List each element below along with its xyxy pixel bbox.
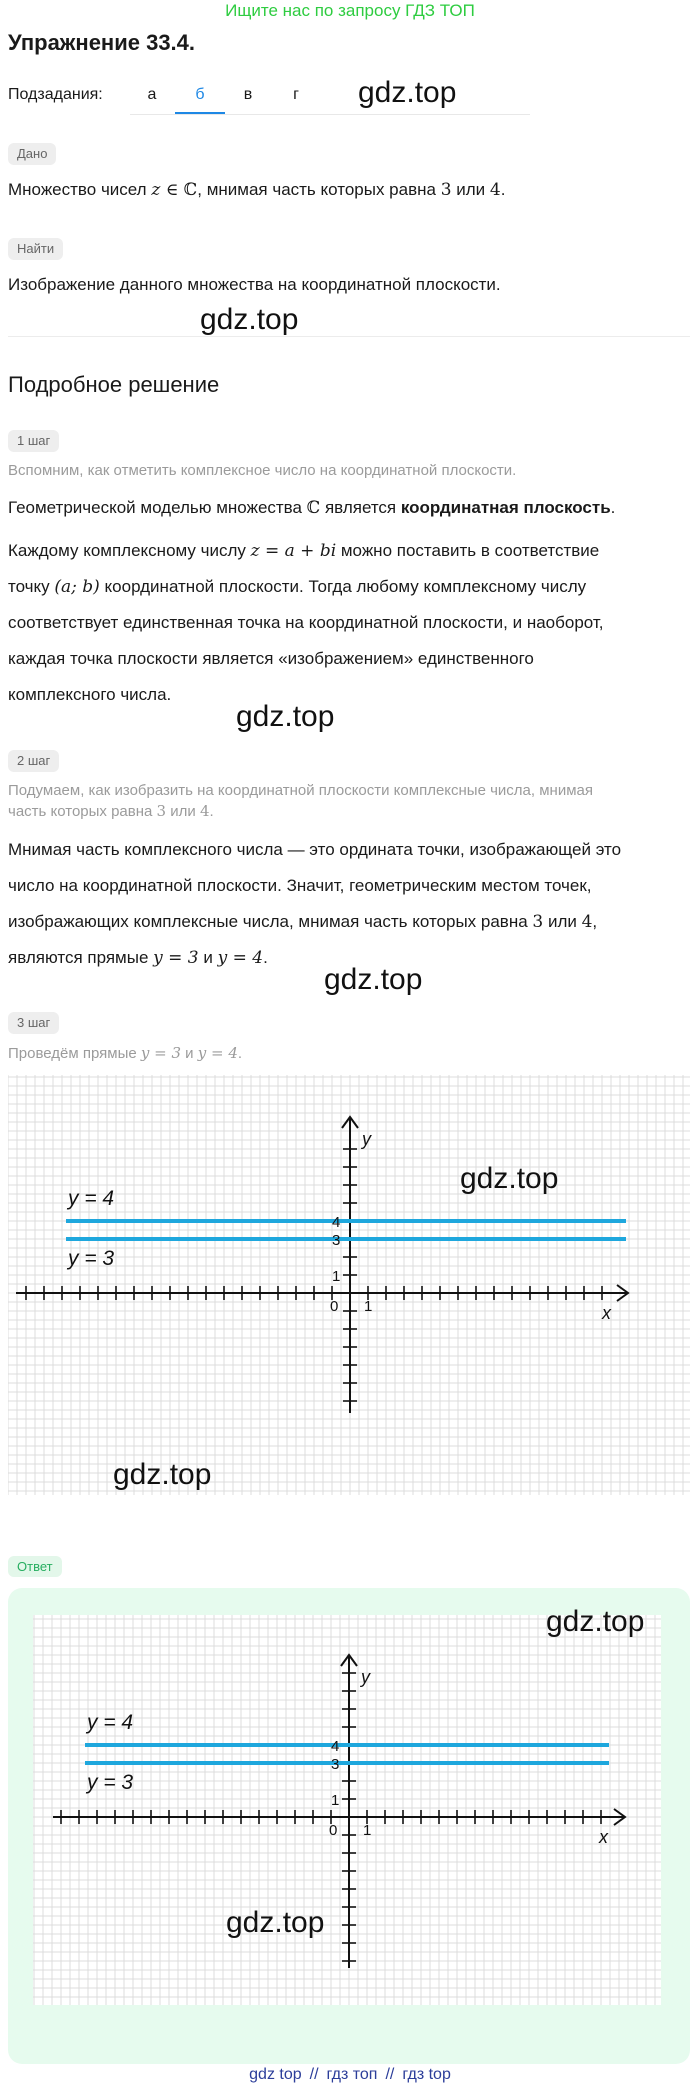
step1-paragraph1: Геометрической моделью множества ℂ является координатная плоскость.: [8, 498, 616, 518]
footer-link[interactable]: gdz top: [249, 2066, 302, 2083]
watermark: gdz.top: [460, 1162, 559, 1195]
y-axis-label: y: [361, 1667, 370, 1687]
x-axis-label: x: [602, 1303, 611, 1323]
step3-hint: Проведём прямые y = 3 и y = 4.: [8, 1044, 243, 1062]
line-label-y3: y = 3: [68, 1247, 115, 1270]
subtasks-label: Подзадания:: [8, 86, 103, 103]
line-label-y3: y = 3: [87, 1771, 134, 1794]
watermark: gdz.top: [113, 1458, 212, 1491]
step1-hint: Вспомним, как отметить комплексное число на координатной плоскости.: [8, 462, 517, 479]
divider: [8, 336, 690, 337]
step1-badge: 1 шаг: [8, 430, 59, 452]
subtabs-divider: [130, 114, 530, 115]
watermark: gdz.top: [546, 1605, 645, 1638]
given-text: Множество чисел z ∈ ℂ, мнимая часть которых равна 3 или 4.: [8, 180, 506, 200]
footer-links: [0, 2066, 700, 2084]
origin-label: 0: [329, 1822, 338, 1839]
y-axis-label: y: [362, 1129, 371, 1149]
footer-link[interactable]: гдз топ: [326, 2066, 378, 2083]
watermark: gdz.top: [324, 963, 423, 996]
footer-link[interactable]: гдз top: [402, 2066, 451, 2083]
exercise-title: Упражнение 33.4.: [8, 30, 196, 55]
tick-label-1-x: 1: [363, 1822, 372, 1839]
answer-coordinate-plane-graph: [33, 1615, 661, 2005]
solution-heading: Подробное решение: [8, 372, 220, 397]
watermark: gdz.top: [226, 1906, 325, 1939]
footer-separator: //: [385, 2066, 395, 2083]
tick-label-1-x: 1: [364, 1298, 373, 1315]
watermark: gdz.top: [358, 76, 457, 109]
step2-badge: 2 шаг: [8, 750, 59, 772]
coordinate-plane-graph: [8, 1075, 690, 1495]
tick-label-3: 3: [331, 1756, 340, 1773]
tick-label-3: 3: [332, 1232, 341, 1249]
x-axis-label: x: [599, 1827, 608, 1847]
search-banner[interactable]: Ищите нас по запросу ГДЗ ТОП: [225, 1, 475, 20]
line-label-y4: y = 4: [87, 1711, 134, 1734]
step3-badge: 3 шаг: [8, 1012, 59, 1034]
tick-label-1-y: 1: [331, 1792, 340, 1809]
answer-badge: Ответ: [8, 1556, 62, 1577]
subtask-tab-a[interactable]: а: [147, 86, 157, 103]
subtask-tab-b[interactable]: б: [175, 84, 225, 114]
watermark: gdz.top: [200, 303, 299, 336]
subtask-tab-v[interactable]: в: [243, 86, 253, 103]
step2-paragraph: Мнимая часть комплексного числа — это ордината точки, изображающей это число на координатной плоскости. Значит, геометрическим местом точек, изображающих комплексные числа, мнимая часть которых равна 3 или 4, являются прямые y = 3 и y = 4.: [8, 840, 622, 968]
tick-label-4: 4: [331, 1738, 340, 1755]
tick-label-4: 4: [332, 1214, 341, 1231]
subtask-tab-g[interactable]: г: [293, 86, 299, 103]
find-text: Изображение данного множества на координатной плоскости.: [8, 275, 501, 294]
step2-hint: Подумаем, как изобразить на координатной плоскости комплексные числа, мнимая часть которых равна 3 или 4.: [8, 782, 593, 820]
tick-label-1-y: 1: [332, 1268, 341, 1285]
footer-separator: //: [309, 2066, 319, 2083]
given-badge: Дано: [8, 143, 56, 165]
find-badge: Найти: [8, 238, 63, 260]
watermark: gdz.top: [236, 700, 335, 733]
step1-paragraph2: Каждому комплексному числу z = a + bi можно поставить в соответствие точку (a; b) координатной плоскости. Тогда любому комплексному числу соответствует единственная точка на координатной плоскости, и наоборот, каждая точка плоскости является «изображением» единственного комплексного числа.: [8, 541, 604, 704]
line-label-y4: y = 4: [68, 1187, 115, 1210]
origin-label: 0: [330, 1298, 339, 1315]
